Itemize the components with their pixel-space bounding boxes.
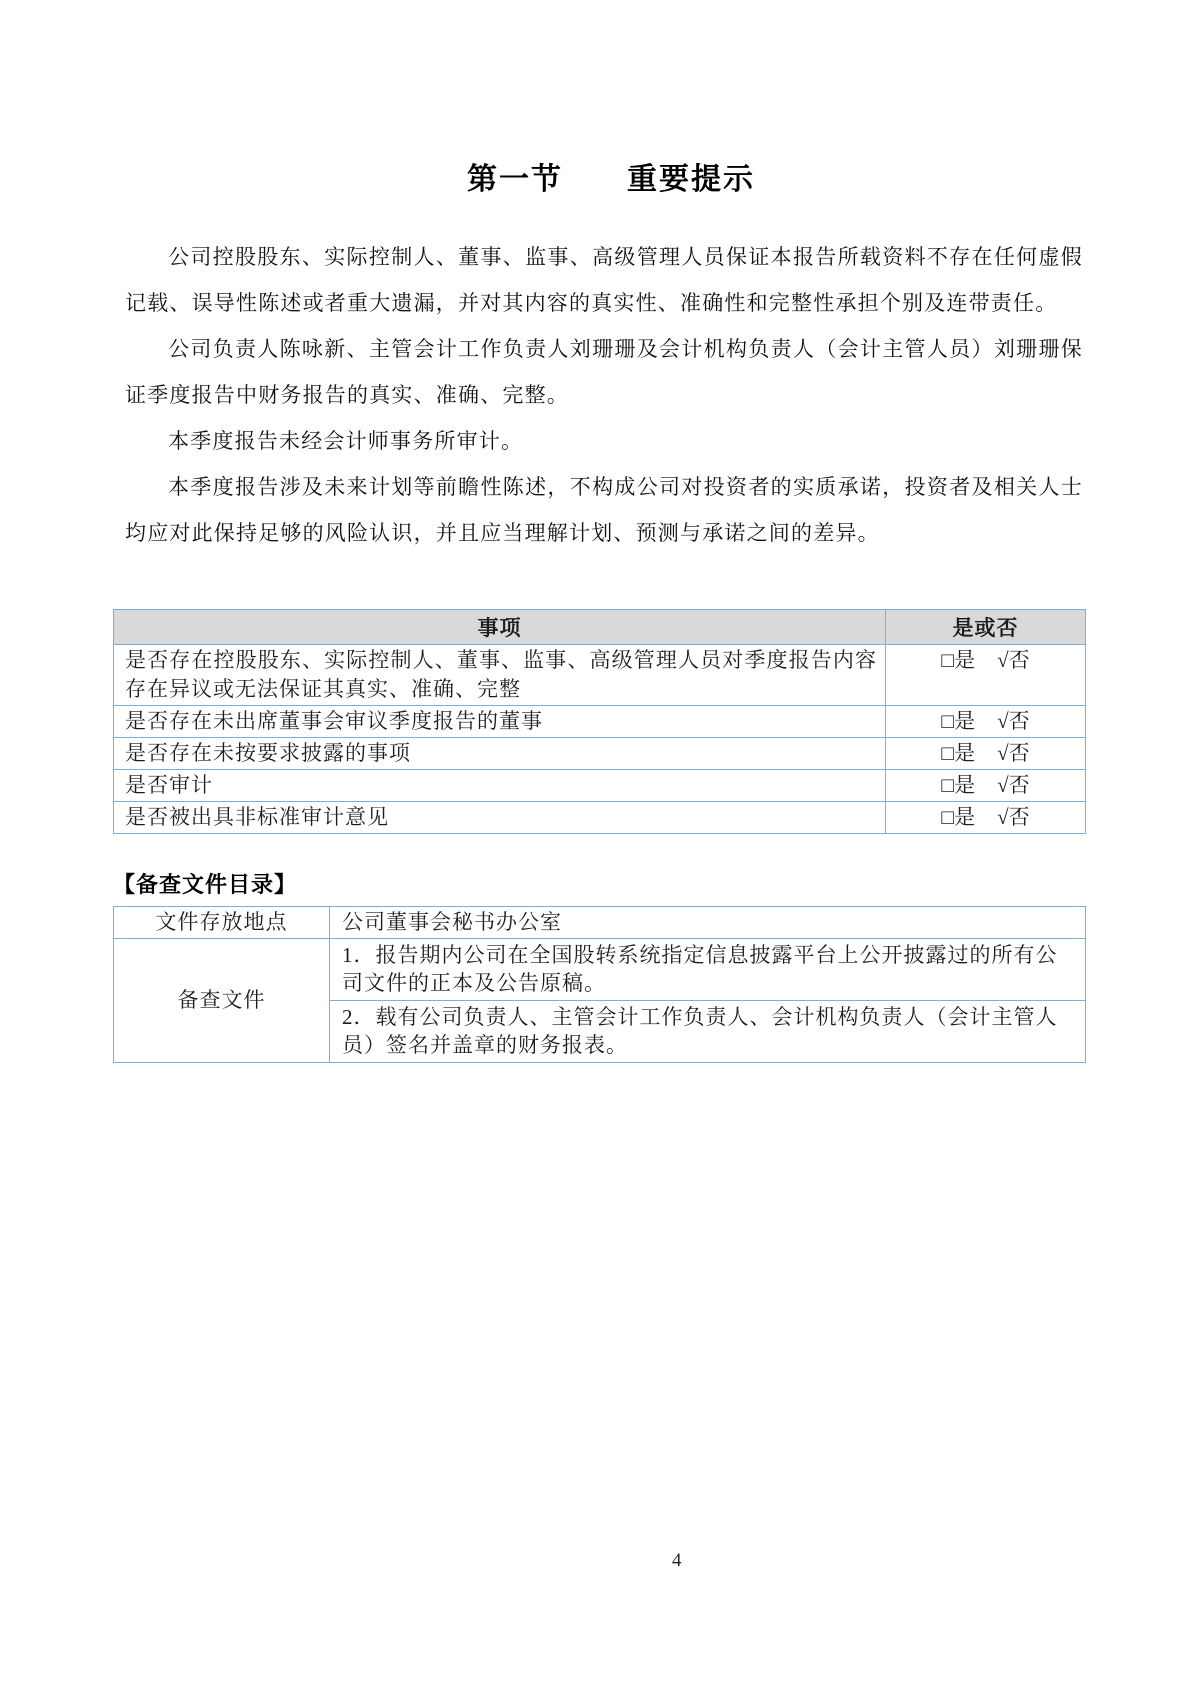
table-row xyxy=(114,706,1086,738)
page-number: 4 xyxy=(672,1550,682,1571)
table-row xyxy=(114,802,1086,834)
yes-checkbox-option: □是 xyxy=(941,805,976,829)
item-cell: 是否存在控股股东、实际控制人、董事、监事、高级管理人员对季度报告内容存在异议或无法保证其真实、准确、完整 xyxy=(114,645,886,706)
item-cell: 是否存在未出席董事会审议季度报告的董事 xyxy=(114,706,886,738)
column-header-yes-or-no: 是或否 xyxy=(886,610,1086,645)
no-checkmark-option: √否 xyxy=(997,805,1030,829)
section-title: 第一节 重要提示 xyxy=(467,163,755,196)
table-row xyxy=(114,907,1086,939)
answer-cell xyxy=(886,738,1086,770)
reference-docs-table xyxy=(113,906,1086,1063)
yes-checkbox-option: □是 xyxy=(941,709,976,733)
item-cell: 是否审计 xyxy=(114,770,886,802)
table-row xyxy=(114,645,1086,706)
location-label-cell: 文件存放地点 xyxy=(114,907,330,939)
table-header-row xyxy=(114,610,1086,645)
paragraph-forward-looking-statement: 本季度报告涉及未来计划等前瞻性陈述，不构成公司对投资者的实质承诺，投资者及相关人士均应对此保持足够的风险认识，并且应当理解计划、预测与承诺之间的差异。 xyxy=(125,475,1083,545)
matters-table xyxy=(113,609,1086,834)
item-cell: 是否被出具非标准审计意见 xyxy=(114,802,886,834)
yes-checkbox-option: □是 xyxy=(941,773,976,797)
answer-cell xyxy=(886,645,1086,706)
reference-docs-heading: 【备查文件目录】 xyxy=(113,872,298,897)
table-row xyxy=(114,770,1086,802)
no-checkmark-option: √否 xyxy=(997,741,1030,765)
location-value-cell: 公司董事会秘书办公室 xyxy=(330,907,1086,939)
no-checkmark-option: √否 xyxy=(997,773,1030,797)
column-header-item: 事项 xyxy=(114,610,886,645)
no-checkmark-option: √否 xyxy=(997,648,1030,672)
item-cell: 是否存在未按要求披露的事项 xyxy=(114,738,886,770)
table-row xyxy=(114,738,1086,770)
answer-cell xyxy=(886,802,1086,834)
doc-item-cell: 1．报告期内公司在全国股转系统指定信息披露平台上公开披露过的所有公司文件的正本及公告原稿。 xyxy=(330,939,1086,1001)
yes-checkbox-option: □是 xyxy=(941,741,976,765)
answer-cell xyxy=(886,770,1086,802)
answer-cell xyxy=(886,706,1086,738)
docs-label-cell: 备查文件 xyxy=(114,939,330,1063)
paragraph-guarantee-statement: 公司控股股东、实际控制人、董事、监事、高级管理人员保证本报告所载资料不存在任何虚假记载、误导性陈述或者重大遗漏，并对其内容的真实性、准确性和完整性承担个别及连带责任。 xyxy=(125,245,1083,315)
paragraph-responsible-persons: 公司负责人陈咏新、主管会计工作负责人刘珊珊及会计机构负责人（会计主管人员）刘珊珊保证季度报告中财务报告的真实、准确、完整。 xyxy=(125,337,1083,407)
no-checkmark-option: √否 xyxy=(997,709,1030,733)
table-row xyxy=(114,939,1086,1001)
paragraph-unaudited-statement: 本季度报告未经会计师事务所审计。 xyxy=(168,429,524,453)
yes-checkbox-option: □是 xyxy=(941,648,976,672)
doc-item-cell: 2．载有公司负责人、主管会计工作负责人、会计机构负责人（会计主管人员）签名并盖章的财务报表。 xyxy=(330,1001,1086,1063)
